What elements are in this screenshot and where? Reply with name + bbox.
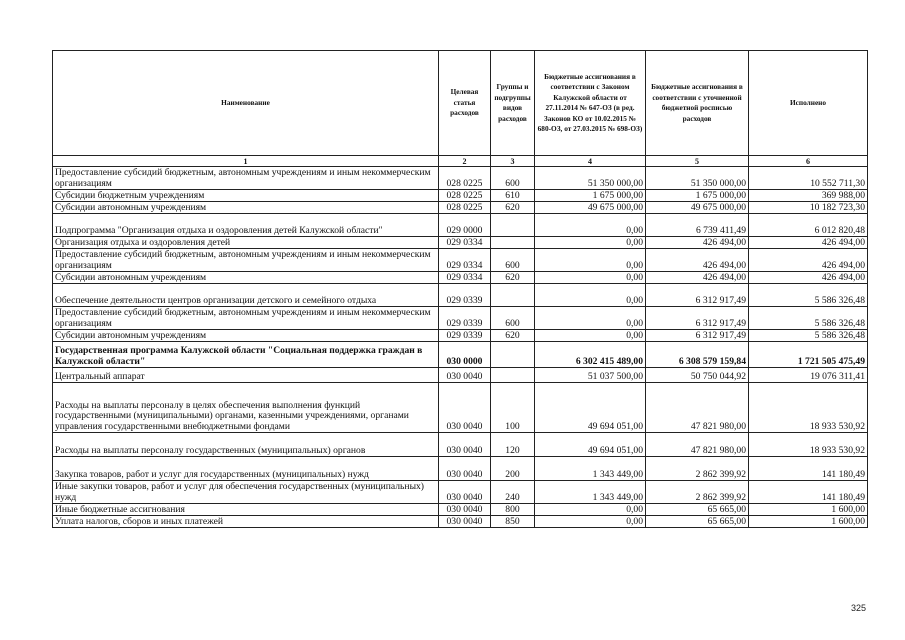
col-header-target: Целевая статья расходов [439,51,491,156]
row-executed-amount: 5 586 326,48 [749,284,868,307]
row-group-code: 600 [491,249,535,272]
row-executed-amount: 1 721 505 475,49 [749,342,868,368]
row-target-code: 029 0000 [439,214,491,237]
row-refined-amount: 65 665,00 [646,504,749,516]
table-row [53,202,868,214]
table-row [53,504,868,516]
row-group-code: 610 [491,190,535,202]
column-number: 2 [439,156,491,167]
row-name: Расходы на выплаты персоналу государственных (муниципальных) органов [53,433,439,457]
table-row [53,214,868,237]
row-name: Предоставление субсидий бюджетным, автономным учреждениям и иным некоммерческим организациям [53,167,439,190]
row-law-amount: 0,00 [535,284,646,307]
row-executed-amount: 6 012 820,48 [749,214,868,237]
row-executed-amount: 5 586 326,48 [749,330,868,342]
row-executed-amount: 10 182 723,30 [749,202,868,214]
row-name: Государственная программа Калужской области "Социальная поддержка граждан в Калужской области" [53,342,439,368]
page-number: 325 [851,603,867,613]
row-law-amount: 0,00 [535,272,646,284]
row-name: Расходы на выплаты персоналу в целях обеспечения выполнения функций государственными (муниципальными) органами, казенными учреждениями, органами управления государственными внебюджетными фондами [53,383,439,433]
row-name: Иные закупки товаров, работ и услуг для обеспечения государственных (муниципальных) нужд [53,481,439,504]
row-target-code: 030 0040 [439,383,491,433]
row-name: Подпрограмма "Организация отдыха и оздоровления детей Калужской области" [53,214,439,237]
table-row [53,272,868,284]
column-number: 4 [535,156,646,167]
row-law-amount: 0,00 [535,237,646,249]
row-refined-amount: 6 308 579 159,84 [646,342,749,368]
row-refined-amount: 51 350 000,00 [646,167,749,190]
row-target-code: 030 0040 [439,516,491,528]
row-target-code: 030 0040 [439,368,491,383]
table-row [53,516,868,528]
table-body [53,167,868,528]
row-name: Иные бюджетные ассигнования [53,504,439,516]
row-executed-amount: 141 180,49 [749,481,868,504]
row-name: Субсидии автономным учреждениям [53,330,439,342]
row-refined-amount: 6 312 917,49 [646,307,749,330]
row-law-amount: 49 694 051,00 [535,433,646,457]
row-executed-amount: 141 180,49 [749,457,868,481]
row-target-code: 030 0040 [439,457,491,481]
row-refined-amount: 50 750 044,92 [646,368,749,383]
row-law-amount: 0,00 [535,516,646,528]
row-executed-amount: 18 933 530,92 [749,433,868,457]
row-group-code: 800 [491,504,535,516]
column-number: 6 [749,156,868,167]
row-refined-amount: 47 821 980,00 [646,433,749,457]
row-target-code: 029 0334 [439,237,491,249]
row-group-code: 620 [491,330,535,342]
row-refined-amount: 2 862 399,92 [646,457,749,481]
col-header-name: Наименование [53,51,439,156]
row-executed-amount: 426 494,00 [749,249,868,272]
row-group-code: 620 [491,202,535,214]
row-law-amount: 51 037 500,00 [535,368,646,383]
row-target-code: 029 0334 [439,249,491,272]
table-row [53,237,868,249]
row-group-code: 200 [491,457,535,481]
row-group-code: 600 [491,307,535,330]
row-target-code: 028 0225 [439,202,491,214]
row-executed-amount: 1 600,00 [749,504,868,516]
table-row [53,368,868,383]
row-law-amount: 0,00 [535,214,646,237]
row-group-code: 850 [491,516,535,528]
table-row [53,330,868,342]
row-law-amount: 49 675 000,00 [535,202,646,214]
table-row [53,190,868,202]
row-law-amount: 1 343 449,00 [535,457,646,481]
table-row [53,383,868,433]
row-target-code: 030 0040 [439,481,491,504]
row-refined-amount: 6 312 917,49 [646,284,749,307]
table-row [53,249,868,272]
row-name: Субсидии автономным учреждениям [53,202,439,214]
row-law-amount: 0,00 [535,330,646,342]
row-name: Предоставление субсидий бюджетным, автономным учреждениям и иным некоммерческим организациям [53,249,439,272]
column-number: 3 [491,156,535,167]
row-law-amount: 1 343 449,00 [535,481,646,504]
column-number: 5 [646,156,749,167]
row-group-code [491,237,535,249]
header-row [53,51,868,156]
row-group-code: 240 [491,481,535,504]
row-target-code: 030 0040 [439,504,491,516]
col-header-refined: Бюджетные ассигнования в соответствии с уточненной бюджетной росписью расходов [646,51,749,156]
row-executed-amount: 426 494,00 [749,272,868,284]
row-law-amount: 0,00 [535,307,646,330]
row-target-code: 029 0339 [439,330,491,342]
col-header-law: Бюджетные ассигнования в соответствии с Законом Калужской области от 27.11.2014 № 647-ОЗ (в ред. Законов КО от 10.02.2015 № 680-ОЗ, от 27.03.2015 № 698-ОЗ) [535,51,646,156]
row-group-code: 100 [491,383,535,433]
col-header-group: Группы и подгруппы видов расходов [491,51,535,156]
row-law-amount: 1 675 000,00 [535,190,646,202]
row-law-amount: 6 302 415 489,00 [535,342,646,368]
table-row [53,457,868,481]
row-law-amount: 51 350 000,00 [535,167,646,190]
row-name: Уплата налогов, сборов и иных платежей [53,516,439,528]
row-group-code: 120 [491,433,535,457]
col-header-done: Исполнено [749,51,868,156]
row-law-amount: 0,00 [535,504,646,516]
row-group-code [491,214,535,237]
row-refined-amount: 6 739 411,49 [646,214,749,237]
row-refined-amount: 426 494,00 [646,249,749,272]
row-refined-amount: 426 494,00 [646,272,749,284]
row-group-code [491,342,535,368]
row-executed-amount: 10 552 711,30 [749,167,868,190]
row-group-code: 620 [491,272,535,284]
row-refined-amount: 6 312 917,49 [646,330,749,342]
row-law-amount: 49 694 051,00 [535,383,646,433]
row-target-code: 029 0334 [439,272,491,284]
budget-table [52,50,868,528]
row-refined-amount: 1 675 000,00 [646,190,749,202]
row-name: Центральный аппарат [53,368,439,383]
table-row [53,433,868,457]
row-group-code: 600 [491,167,535,190]
table-row [53,307,868,330]
row-executed-amount: 19 076 311,41 [749,368,868,383]
row-name: Предоставление субсидий бюджетным, автономным учреждениям и иным некоммерческим организациям [53,307,439,330]
row-target-code: 029 0339 [439,284,491,307]
table-row [53,284,868,307]
table-row [53,481,868,504]
row-executed-amount: 5 586 326,48 [749,307,868,330]
column-number: 1 [53,156,439,167]
row-name: Обеспечение деятельности центров организации детского и семейного отдыха [53,284,439,307]
table-row [53,342,868,368]
row-law-amount: 0,00 [535,249,646,272]
row-name: Закупка товаров, работ и услуг для государственных (муниципальных) нужд [53,457,439,481]
row-refined-amount: 49 675 000,00 [646,202,749,214]
row-executed-amount: 369 988,00 [749,190,868,202]
row-refined-amount: 47 821 980,00 [646,383,749,433]
table-row [53,167,868,190]
column-numbers-row [53,156,868,167]
row-refined-amount: 426 494,00 [646,237,749,249]
row-executed-amount: 1 600,00 [749,516,868,528]
row-group-code [491,284,535,307]
row-target-code: 028 0225 [439,167,491,190]
row-group-code [491,368,535,383]
row-target-code: 030 0000 [439,342,491,368]
row-name: Субсидии бюджетным учреждениям [53,190,439,202]
row-target-code: 028 0225 [439,190,491,202]
row-executed-amount: 426 494,00 [749,237,868,249]
row-target-code: 029 0339 [439,307,491,330]
row-target-code: 030 0040 [439,433,491,457]
row-refined-amount: 2 862 399,92 [646,481,749,504]
row-refined-amount: 65 665,00 [646,516,749,528]
row-name: Субсидии автономным учреждениям [53,272,439,284]
row-name: Организация отдыха и оздоровления детей [53,237,439,249]
row-executed-amount: 18 933 530,92 [749,383,868,433]
